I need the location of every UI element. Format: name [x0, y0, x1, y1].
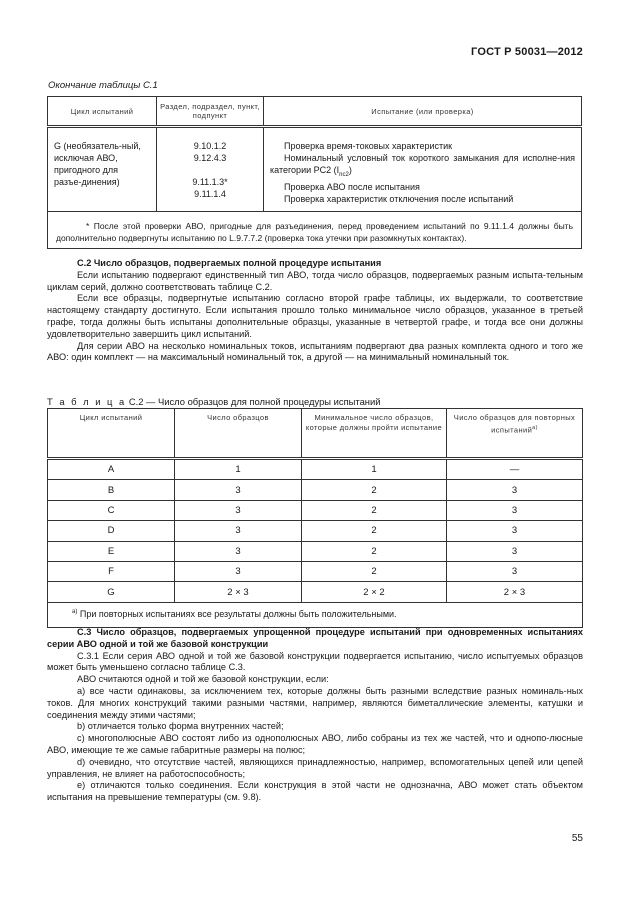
table-1-cycle-cell [48, 127, 157, 212]
table-row [48, 500, 583, 520]
table-2-header-retest [447, 409, 583, 459]
paragraph: d) очевидно, что отсутствие частей, являющихся принадлежностью, например, вспомогательных цепей или цепей управления, не влияет на работоспособность; [47, 756, 583, 779]
table-cell: G [48, 582, 175, 602]
paragraph: С.3.1 Если серия АВО одной и той же базовой конструкции подвергается испытанию, число испытуемых образцов может быть уменьшено согласно таблице С.3. [47, 650, 583, 673]
table-2-header-cycle: Цикл испытаний [48, 409, 175, 459]
table-cell: A [48, 459, 175, 480]
table-cell: — [447, 459, 583, 480]
section-ref: 9.11.1.4 [194, 189, 226, 199]
paragraph: Если все образцы, подвергнутые испытанию согласно второй графе таблицы, их выдержали, то соответствие настоящему стандарту достигнуто. Если испытания прошло только минимальное число образцов, указанное в третьей графе, тогда должны быть испытаны дополнительные образцы, указанные в четвертой графе, и тогда все они должны удовлетворительно завершить цикл испытаний. [47, 293, 583, 339]
table-2-header-retest-text: Число образцов для повторных испытаний [453, 413, 576, 435]
table-row [48, 561, 583, 581]
table-2-footnote-text: При повторных испытаниях все результаты должны быть положительными. [77, 608, 397, 619]
table-c1 [47, 96, 582, 249]
table-cell: F [48, 561, 175, 581]
section-c3 [47, 627, 583, 804]
table-cell: 2 [302, 541, 447, 561]
table-2-header-min: Минимальное число образцов, которые должны пройти испытание [302, 409, 447, 459]
table-cell: 2 × 3 [447, 582, 583, 602]
table-cell: B [48, 480, 175, 500]
table-2-caption [47, 396, 380, 407]
table-cell: 2 [302, 480, 447, 500]
table-row [48, 480, 583, 500]
table-2-caption-text: С.2 — Число образцов для полной процедуры испытаний [126, 396, 381, 407]
document-id: ГОСТ Р 50031—2012 [471, 46, 583, 58]
section-c2 [47, 258, 583, 364]
table-cell: 2 × 3 [175, 582, 302, 602]
table-cell: 3 [447, 541, 583, 561]
test-item: Проверка характеристик отключения после испытаний [284, 193, 514, 204]
section-ref: 9.11.1.3* [192, 177, 228, 187]
paragraph: b) отличается только форма внутренних частей; [77, 721, 284, 732]
table-cell: 1 [302, 459, 447, 480]
table-row [48, 521, 583, 541]
table-1-footnote: * После этой проверки АВО, пригодные для разъединения, перед проведением испытаний по 9.11.1.4 должны быть дополнительно подвергнуты испытанию по L.9.7.7.2 (проверка тока утечки при разомкнутых контактах). [48, 211, 582, 248]
table-cell: 3 [175, 561, 302, 581]
table-cell: 3 [447, 480, 583, 500]
table-cell: 2 [302, 561, 447, 581]
section-c3-heading: С.3 Число образцов, подвергаемых упрощенной процедуре испытаний при одновременных испытаниях серии АВО одной и той же базовой конструкции [47, 627, 583, 649]
table-cell: 2 × 2 [302, 582, 447, 602]
table-cell: 3 [447, 521, 583, 541]
section-ref: 9.10.1.2 [193, 141, 227, 151]
table-1-header-test: Испытание (или проверка) [264, 97, 582, 127]
table-1-header-cycle: Цикл испытаний [48, 97, 157, 127]
table-cell: E [48, 541, 175, 561]
table-cell: 1 [175, 459, 302, 480]
paragraph: АВО считаются одной и той же базовой конструкции, если: [77, 674, 329, 685]
section-c2-heading: С.2 Число образцов, подвергаемых полной процедуре испытания [77, 258, 382, 268]
table-1-sections-cell [157, 127, 264, 212]
test-item: Проверка АВО после испытания [284, 181, 420, 192]
table-1-tests-cell [264, 127, 582, 212]
table-c2 [47, 408, 583, 628]
table-row [48, 541, 583, 561]
page-number: 55 [571, 833, 583, 844]
section-ref-blank [161, 164, 259, 176]
table-cell: 3 [175, 500, 302, 520]
test-item-text: Номинальный условный ток короткого замыкания для исполне-ния категории PC2 (I [270, 153, 575, 175]
section-ref: 9.12.4.3 [193, 153, 227, 163]
table-cell: 3 [175, 480, 302, 500]
table-2-footnote-mark: a) [72, 608, 78, 615]
table-1-header-section: Раздел, подраздел, пункт, подпункт [157, 97, 264, 127]
table-cell: 2 [302, 521, 447, 541]
paragraph: Если испытанию подвергают единственный тип АВО, тогда число образцов, подвергаемых разным испыта-тельным циклам серий, должно соответствовать таблице С.2. [47, 269, 583, 292]
test-item-tail: ) [348, 165, 352, 175]
table-cell: 3 [175, 541, 302, 561]
table-1-caption: Окончание таблицы С.1 [48, 80, 158, 91]
table-row [48, 459, 583, 480]
table-1-cycle-text: G (необязатель-ный, исключая АВО, пригодного для разъе-динения) [54, 141, 141, 187]
paragraph: c) многополюсные АВО состоят либо из однополюсных АВО, либо собраны из тех же частей, что и однопо-люсные АВО, имеющие те же самые габаритные размеры на полюс; [47, 733, 583, 755]
paragraph: a) все части одинаковы, за исключением тех, которые должны быть разными вследствие разных номиналь-ных токов. Для многих конструкций такими разными частями, например, являются биметаллические элементы, катушки и соединения между этими частями; [47, 685, 583, 720]
table-2-header-sup: a) [532, 425, 538, 431]
paragraph: Для серии АВО на несколько номинальных токов, испытаниям подвергают два разных комплекта одного и того же АВО: один комплект — на максимальный номинальный ток, а другой — на минимальный номинальный ток. [47, 340, 583, 363]
test-item-subscript: nc2 [339, 171, 349, 178]
table-cell: 3 [447, 500, 583, 520]
table-cell: 3 [175, 521, 302, 541]
test-item: Проверка время-токовых характеристик [284, 141, 453, 151]
table-2-header-count: Число образцов [175, 409, 302, 459]
table-2-footnote [48, 602, 583, 627]
test-item-short-circuit [270, 152, 575, 181]
table-cell: 2 [302, 500, 447, 520]
paragraph: e) отличаются только соединения. Если конструкция в этой части не однозначна, АВО может стать объектом испытания на превышение температуры (см. 9.8). [47, 780, 583, 803]
table-cell: C [48, 500, 175, 520]
table-cell: 3 [447, 561, 583, 581]
table-row [48, 582, 583, 602]
table-cell: D [48, 521, 175, 541]
table-2-caption-lead: Т а б л и ц а [47, 396, 127, 407]
